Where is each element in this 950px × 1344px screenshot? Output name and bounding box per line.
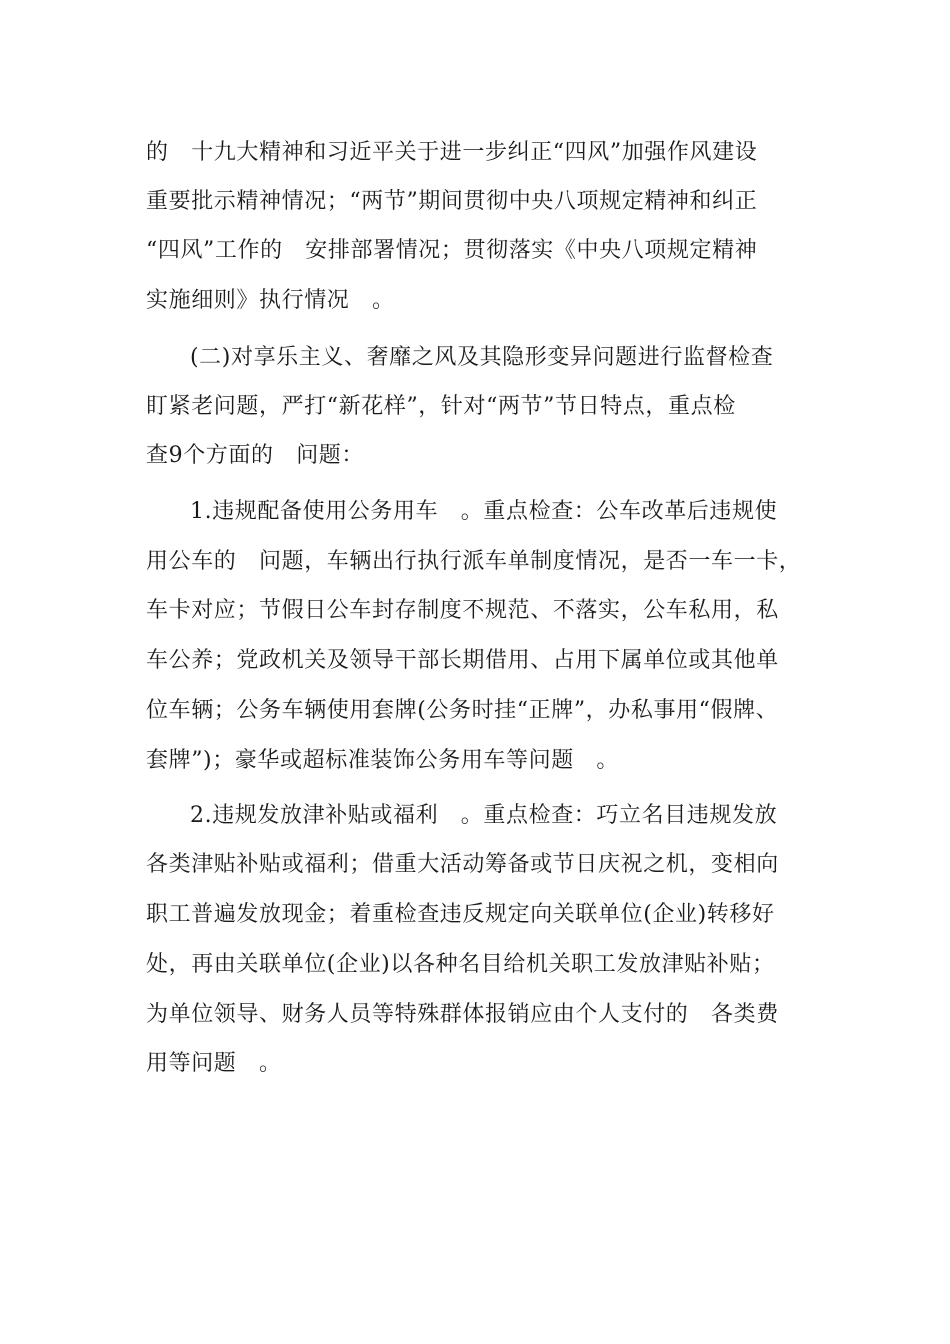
text-line: 车公养；党政机关及领导干部长期借用、占用下属单位或其他单 xyxy=(146,648,779,673)
text-line: 实施细则》执行情况 。 xyxy=(146,288,395,313)
list-item-heading: 2.违规发放津补贴或福利 。重点检查：巧立名目违规发放 xyxy=(190,803,778,828)
text-line: 职工普遍发放现金；着重检查违反规定向关联单位(企业)转移好 xyxy=(146,902,775,927)
section-heading: (二)对享乐主义、奢靡之风及其隐形变异问题进行监督检查 xyxy=(190,345,774,370)
text-line: 车卡对应；节假日公车封存制度不规范、不落实，公车私用，私 xyxy=(146,598,779,623)
text-line: 位车辆；公务车辆使用套牌(公务时挂“正牌”，办私事用“假牌、 xyxy=(146,698,779,723)
text-line: 用等问题 。 xyxy=(146,1051,282,1076)
text-line: 用公车的 问题，车辆出行执行派车单制度情况，是否一车一卡， xyxy=(146,549,802,574)
text-line: 各类津贴补贴或福利；借重大活动筹备或节日庆祝之机，变相向 xyxy=(146,852,779,877)
text-line: 处，再由关联单位(企业)以各种名目给机关职工发放津贴补贴； xyxy=(146,952,775,977)
text-line: “四风”工作的 安排部署情况；贯彻落实《中央八项规定精神 xyxy=(146,238,758,263)
list-item-heading: 1.违规配备使用公务用车 。重点检查：公车改革后违规使 xyxy=(190,499,778,524)
text-line: 盯紧老问题，严打“新花样”，针对“两节”节日特点，重点检 xyxy=(146,394,736,419)
text-line: 套牌”)；豪华或超标准装饰公务用车等问题 。 xyxy=(146,748,620,773)
text-line: 为单位领导、财务人员等特殊群体报销应由个人支付的 各类费 xyxy=(146,1002,779,1027)
text-line: 重要批示精神情况；“两节”期间贯彻中央八项规定精神和纠正 xyxy=(146,189,758,214)
text-line: 的 十九大精神和习近平关于进一步纠正“四风”加强作风建设 xyxy=(146,140,758,165)
text-line: 查9个方面的 问题： xyxy=(146,443,364,468)
